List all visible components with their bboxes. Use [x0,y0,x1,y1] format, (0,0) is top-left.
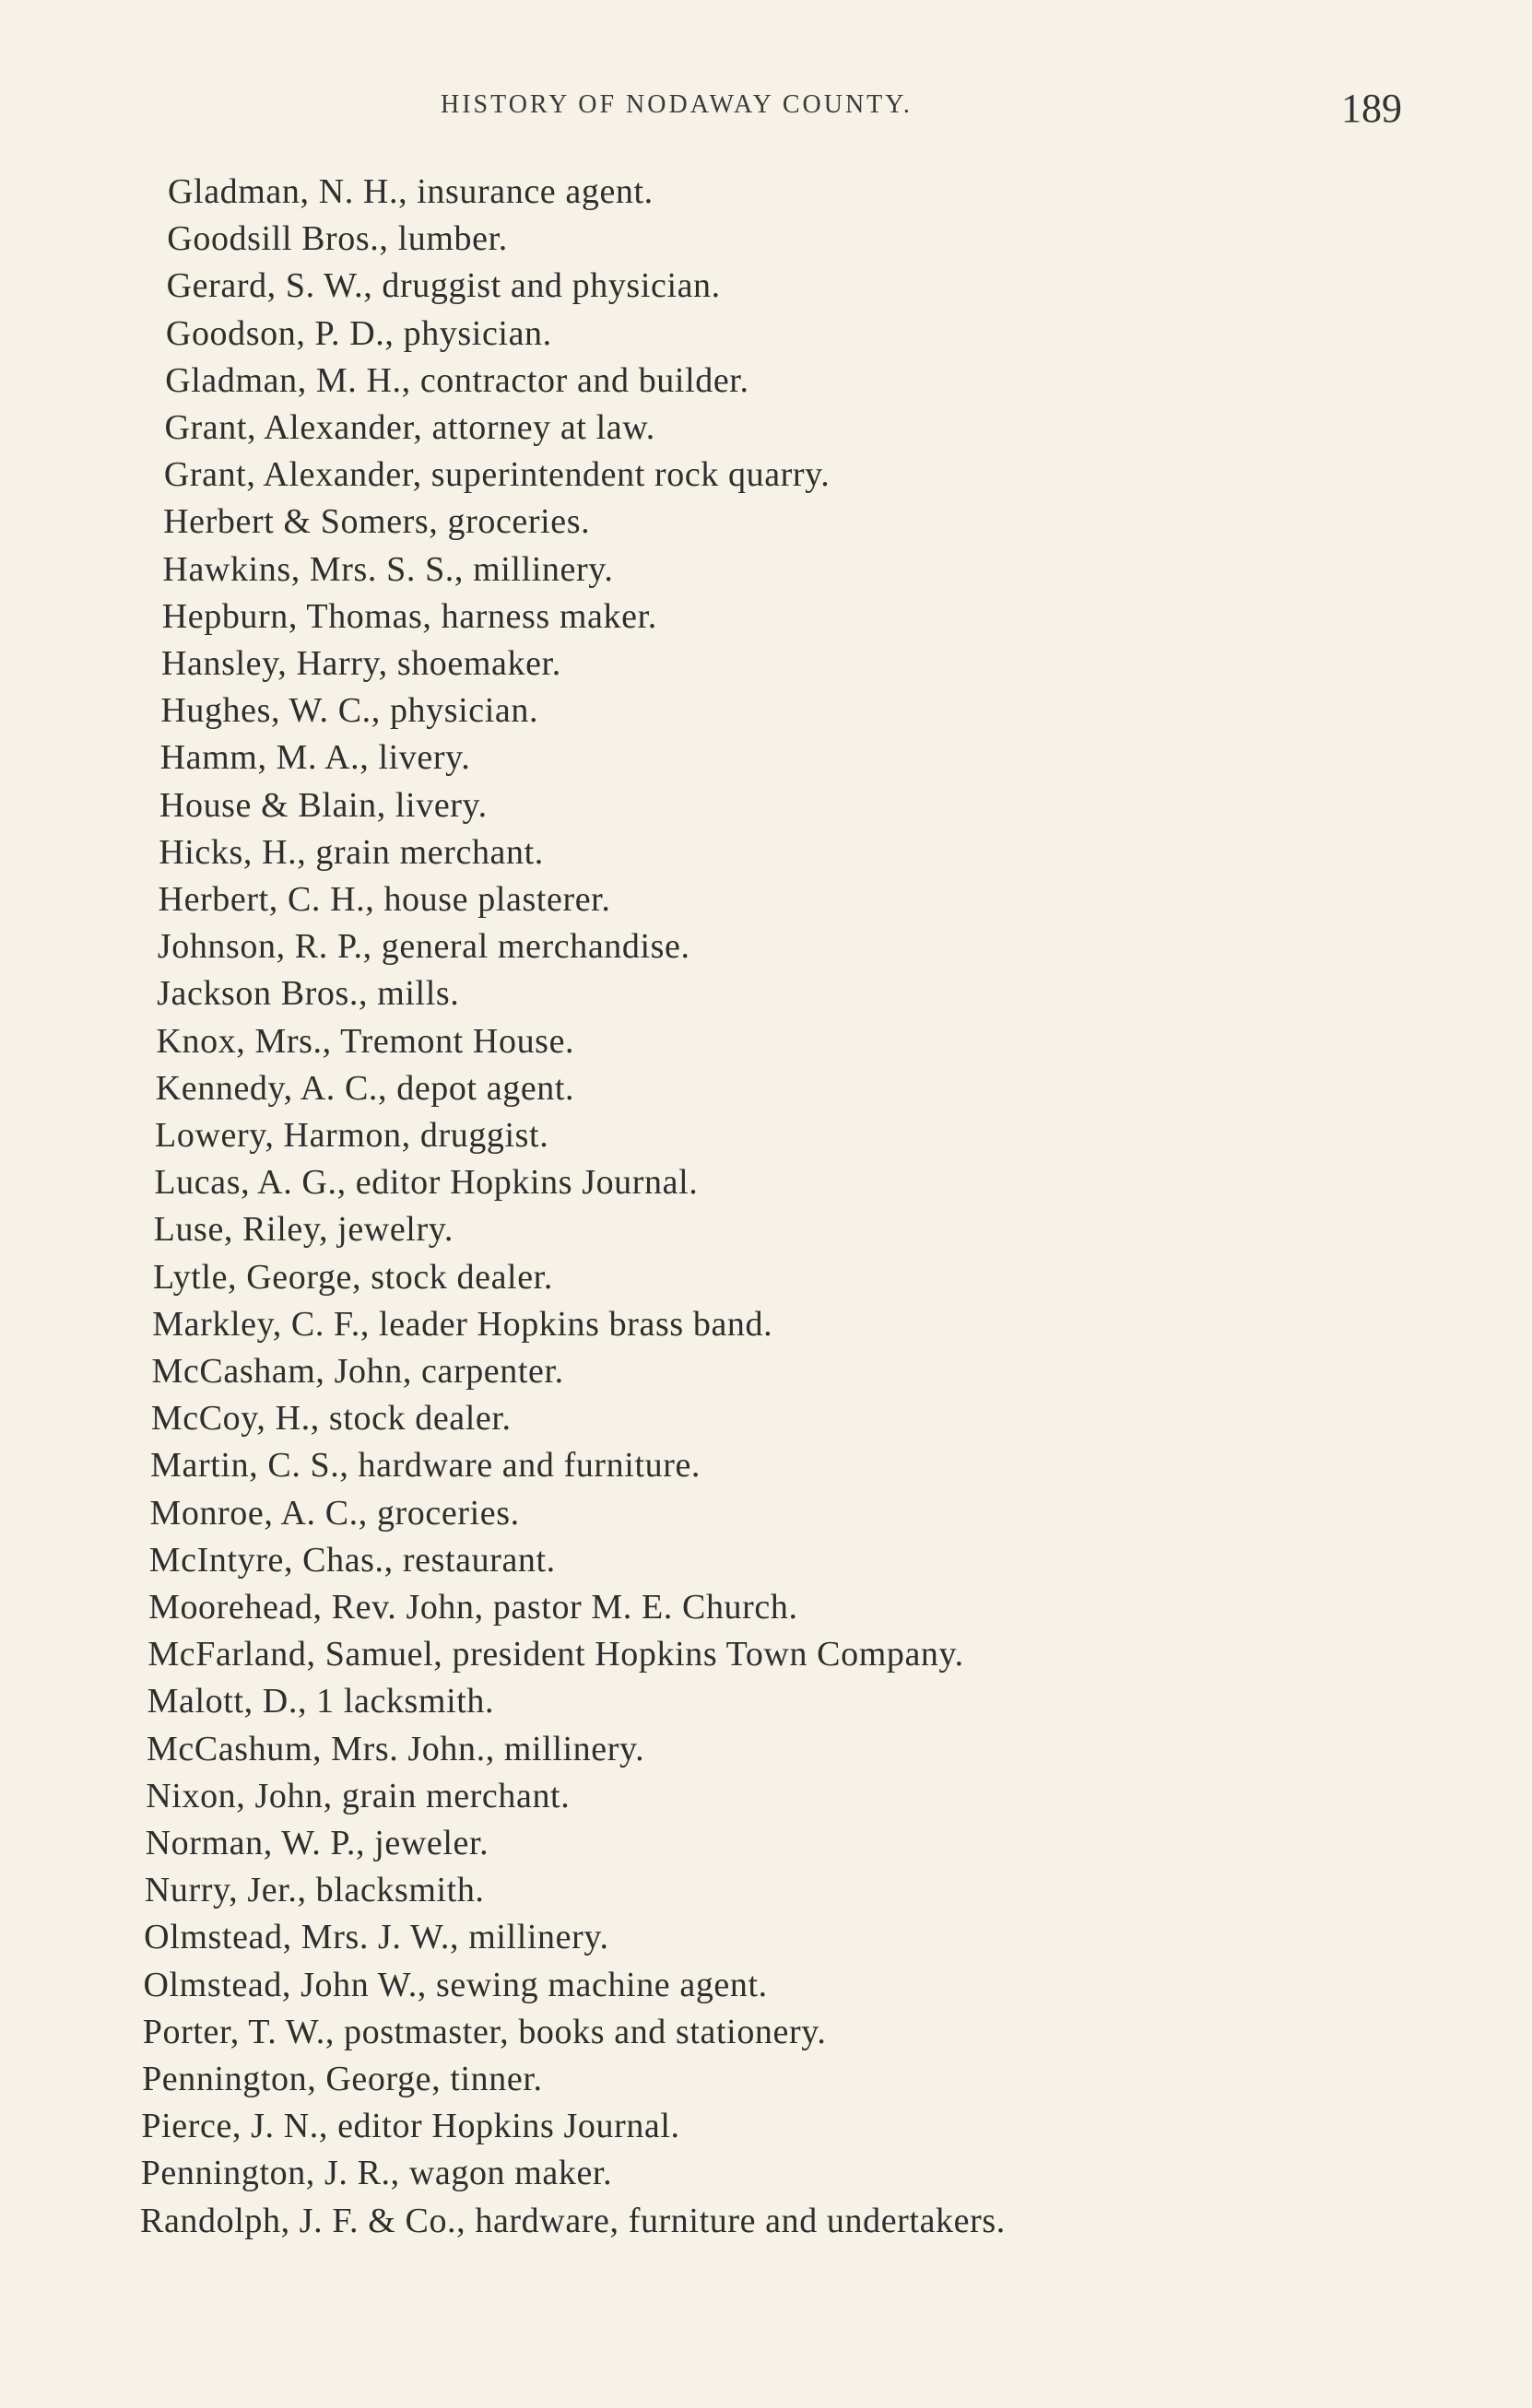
directory-entry: Nixon, John, grain merchant. [146,1776,571,1815]
directory-entry: Pennington, George, tinner. [142,2060,543,2098]
page-number: 189 [1341,86,1402,131]
directory-entry: Kennedy, A. C., depot agent. [155,1068,575,1108]
directory-entry: Malott, D., 1 lacksmith. [147,1682,495,1721]
directory-entry: Moorehead, Rev. John, pastor M. E. Church. [148,1588,798,1627]
directory-entry: Randolph, J. F. & Co., hardware, furniture and undertakers. [140,2201,1006,2240]
directory-entry: Goodson, P. D., physician. [165,313,552,353]
directory-entry: Pennington, J. R., wagon maker. [140,2154,613,2193]
directory-entry: Lowery, Harmon, druggist. [155,1116,549,1155]
directory-entry: Gerard, S. W., druggist and physician. [166,266,721,306]
directory-entry: Grant, Alexander, attorney at law. [164,408,655,447]
directory-entry: Monroe, A. C., groceries. [149,1493,520,1533]
directory-entry: Porter, T. W., postmaster, books and stationery. [142,2012,827,2051]
directory-entry: Norman, W. P., jeweler. [145,1824,489,1862]
directory-entry: Knox, Mrs., Tremont House. [156,1021,575,1061]
directory-entry: Markley, C. F., leader Hopkins brass band. [152,1304,773,1344]
directory-entry: Goodsill Bros., lumber. [167,219,508,259]
directory-entry: Luse, Riley, jewelry. [153,1210,454,1250]
directory-entry: McFarland, Samuel, president Hopkins Town Company. [147,1635,964,1674]
directory-entry: Nurry, Jer., blacksmith. [144,1871,485,1910]
directory-entry: Hughes, W. C., physician. [160,691,539,731]
directory-entry: Olmstead, John W., sewing machine agent. [143,1965,768,2004]
directory-entry: Hicks, H., grain merchant. [159,832,544,872]
directory-entry: Pierce, J. N., editor Hopkins Journal. [141,2107,680,2146]
directory-entry: Lytle, George, stock dealer. [152,1257,553,1297]
directory-entry: Olmstead, Mrs. J. W., millinery. [144,1918,609,1957]
directory-entry: House & Blain, livery. [159,785,488,825]
directory-entry: Lucas, A. G., editor Hopkins Journal. [154,1163,699,1203]
directory-entry: Grant, Alexander, superintendent rock quarry. [163,455,831,495]
directory-entry: Hawkins, Mrs. S. S., millinery. [162,549,614,589]
directory-entry: Martin, C. S., hardware and furniture. [150,1446,701,1486]
directory-entry: Johnson, R. P., general merchandise. [157,927,690,967]
directory-entry: Hansley, Harry, shoemaker. [161,644,561,683]
directory-entry: McCashum, Mrs. John., millinery. [146,1729,645,1768]
directory-entry: Jackson Bros., mills. [157,974,460,1014]
directory-entry: McCoy, H., stock dealer. [150,1399,512,1439]
directory-entry: McCasham, John, carpenter. [151,1352,564,1391]
directory-entry: McIntyre, Chas., restaurant. [148,1540,556,1580]
directory-entry: Gladman, N. H., insurance agent. [168,172,654,211]
directory-entry: Gladman, M. H., contractor and builder. [165,360,749,400]
running-head: HISTORY OF NODAWAY COUNTY. [441,90,913,119]
directory-entry: Hamm, M. A., livery. [159,738,471,778]
directory-entry: Herbert & Somers, groceries. [163,502,591,542]
directory-entry: Herbert, C. H., house plasterer. [158,880,611,919]
directory-entry: Hepburn, Thomas, harness maker. [161,596,657,636]
